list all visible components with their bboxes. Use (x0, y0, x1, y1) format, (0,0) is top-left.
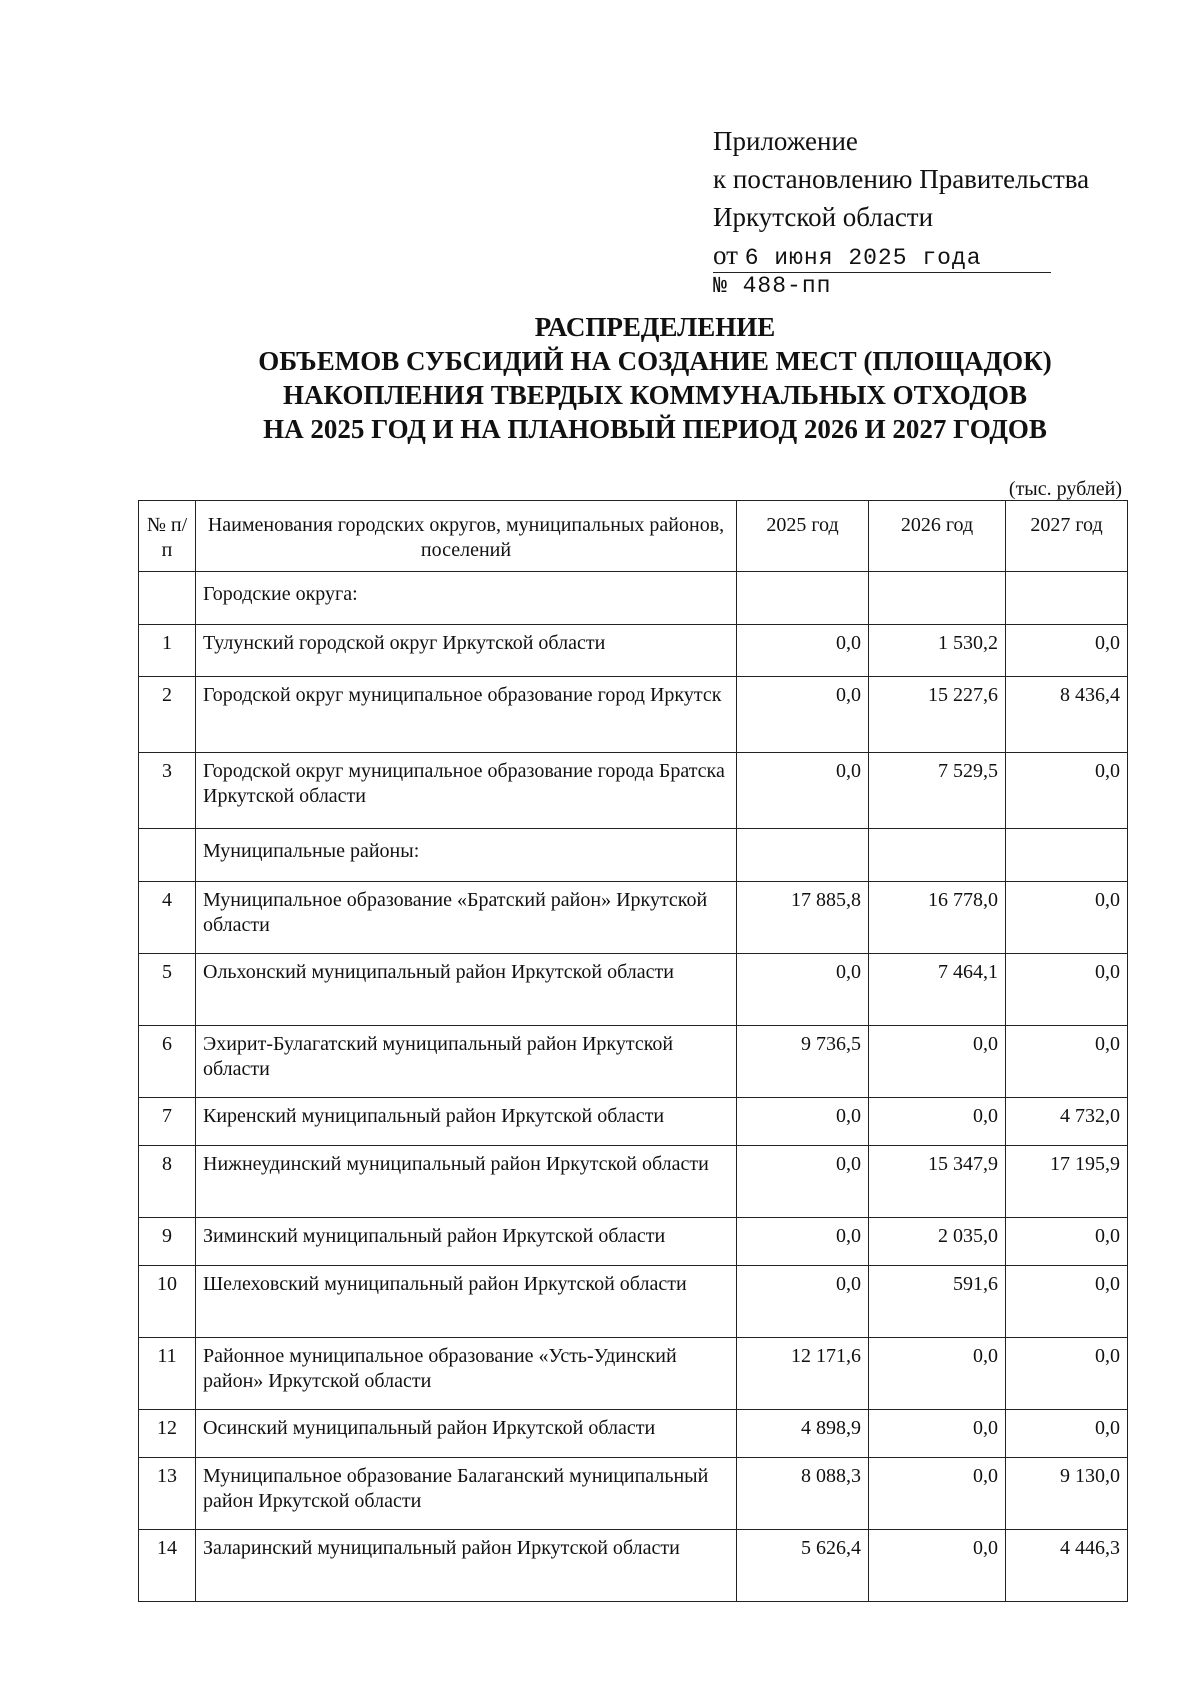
table-row: 14 Заларинский муниципальный район Иркутской области 5 626,4 0,0 4 446,3 (139, 1530, 1128, 1602)
header-name: Наименования городских округов, муниципальных районов, поселений (196, 501, 737, 572)
appendix-date (713, 236, 1113, 274)
table-body (139, 572, 1128, 1602)
table-header-row (139, 501, 1128, 572)
section-label: Муниципальные районы: (196, 829, 737, 882)
date-prefix: от (713, 240, 738, 270)
subsidy-table (138, 500, 1128, 1602)
title-line-2: ОБЪЕМОВ СУБСИДИЙ НА СОЗДАНИЕ МЕСТ (ПЛОЩАДОК) (258, 346, 1052, 376)
table-row: 8 Нижнеудинский муниципальный район Иркутской области 0,0 15 347,9 17 195,9 (139, 1146, 1128, 1218)
resolution-number: № 488-пп (713, 273, 832, 299)
header-2025: 2025 год (737, 501, 869, 572)
section-row-urban (139, 572, 1128, 625)
table-row: 10 Шелеховский муниципальный район Иркутской области 0,0 591,6 0,0 (139, 1266, 1128, 1338)
table-row: 1 Тулунский городской округ Иркутской области 0,0 1 530,2 0,0 (139, 625, 1128, 677)
table-row: 7 Киренский муниципальный район Иркутской области 0,0 0,0 4 732,0 (139, 1098, 1128, 1146)
appendix-region: Иркутской области (713, 202, 934, 232)
appendix-resolution: к постановлению Правительства (713, 164, 1090, 194)
appendix-block (713, 122, 1113, 298)
date-value: 6 июня 2025 года (744, 245, 982, 271)
table-row: 12 Осинский муниципальный район Иркутской области 4 898,9 0,0 0,0 (139, 1410, 1128, 1458)
table-row: 5 Ольхонский муниципальный район Иркутской области 0,0 7 464,1 0,0 (139, 954, 1128, 1026)
date-line (713, 242, 1051, 273)
table-row: 4 Муниципальное образование «Братский район» Иркутской области 17 885,8 16 778,0 0,0 (139, 882, 1128, 954)
units-label: (тыс. рублей) (1008, 478, 1122, 500)
table-row: 2 Городской округ муниципальное образование город Иркутск 0,0 15 227,6 8 436,4 (139, 677, 1128, 753)
title-line-1: РАСПРЕДЕЛЕНИЕ (534, 312, 776, 342)
section-row-districts (139, 829, 1128, 882)
header-2027: 2027 год (1006, 501, 1128, 572)
title-line-4: НА 2025 ГОД И НА ПЛАНОВЫЙ ПЕРИОД 2026 И 2027 ГОДОВ (263, 414, 1047, 444)
section-label: Городские округа: (196, 572, 737, 625)
table-row: 13 Муниципальное образование Балаганский муниципальный район Иркутской области 8 088,3 0,0 9 130,0 (139, 1458, 1128, 1530)
table-row: 9 Зиминский муниципальный район Иркутской области 0,0 2 035,0 0,0 (139, 1218, 1128, 1266)
header-2026: 2026 год (869, 501, 1006, 572)
table-row: 6 Эхирит-Булагатский муниципальный район Иркутской области 9 736,5 0,0 0,0 (139, 1026, 1128, 1098)
appendix-title: Приложение (713, 126, 858, 156)
title-line-3: НАКОПЛЕНИЯ ТВЕРДЫХ КОММУНАЛЬНЫХ ОТХОДОВ (282, 380, 1028, 410)
table-row: 3 Городской округ муниципальное образование города Братска Иркутской области 0,0 7 529,5 0,0 (139, 753, 1128, 829)
header-num: № п/п (139, 501, 196, 572)
document-title (0, 310, 1200, 446)
table-row: 11 Районное муниципальное образование «Усть-Удинский район» Иркутской области 12 171,6 0,0 0,0 (139, 1338, 1128, 1410)
